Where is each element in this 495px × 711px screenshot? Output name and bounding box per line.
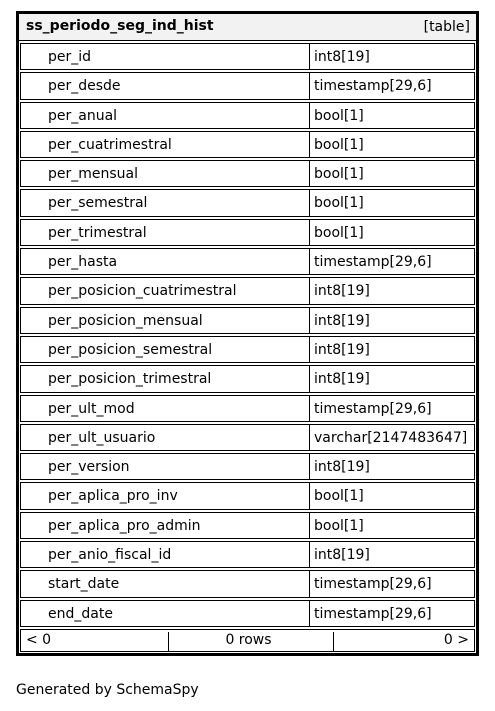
column-name: per_anio_fiscal_id [20,541,310,568]
column-row[interactable] [19,481,476,510]
column-type: timestamp[29,6] [310,72,475,99]
column-type: bool[1] [310,512,475,539]
column-row[interactable] [19,569,476,598]
column-row[interactable] [19,159,476,188]
column-row[interactable] [19,130,476,159]
column-type: timestamp[29,6] [310,395,475,422]
column-row[interactable] [19,394,476,423]
column-name: end_date [20,600,310,627]
parent-count: < 0 [26,632,52,648]
column-name: per_anual [20,102,310,129]
column-name: per_semestral [20,189,310,216]
column-row[interactable] [19,247,476,276]
column-name: per_ult_mod [20,395,310,422]
column-row[interactable] [19,511,476,540]
column-type: timestamp[29,6] [310,570,475,597]
column-type: int8[19] [310,307,475,334]
table-footer [20,629,475,652]
column-type: bool[1] [310,189,475,216]
column-row[interactable] [19,188,476,217]
table-entity[interactable] [16,11,479,656]
column-row[interactable] [19,364,476,393]
column-name: per_posicion_semestral [20,336,310,363]
column-type: int8[19] [310,277,475,304]
column-row[interactable] [19,452,476,481]
generated-by-label: Generated by SchemaSpy [16,682,199,698]
column-name: per_aplica_pro_admin [20,512,310,539]
column-list [19,42,476,628]
column-type: int8[19] [310,43,475,70]
column-type: int8[19] [310,453,475,480]
row-count: 0 rows [225,632,272,648]
column-row[interactable] [19,335,476,364]
column-name: per_hasta [20,248,310,275]
column-type: bool[1] [310,131,475,158]
column-name: per_mensual [20,160,310,187]
column-name: start_date [20,570,310,597]
column-row[interactable] [19,101,476,130]
column-row[interactable] [19,71,476,100]
column-type: int8[19] [310,541,475,568]
column-name: per_posicion_trimestral [20,365,310,392]
column-name: per_version [20,453,310,480]
column-type: bool[1] [310,482,475,509]
column-type: int8[19] [310,365,475,392]
column-type: bool[1] [310,219,475,246]
column-type: int8[19] [310,336,475,363]
column-type: varchar[2147483647] [310,424,475,451]
column-type: bool[1] [310,102,475,129]
column-type: timestamp[29,6] [310,248,475,275]
column-row[interactable] [19,276,476,305]
column-row[interactable] [19,423,476,452]
column-name: per_cuatrimestral [20,131,310,158]
column-name: per_posicion_mensual [20,307,310,334]
column-name: per_aplica_pro_inv [20,482,310,509]
column-row[interactable] [19,306,476,335]
column-row[interactable] [19,540,476,569]
column-name: per_trimestral [20,219,310,246]
column-type: timestamp[29,6] [310,600,475,627]
column-row[interactable] [19,42,476,71]
column-row[interactable] [19,599,476,628]
table-name[interactable]: ss_periodo_seg_ind_hist [26,18,214,34]
table-kind-label: [table] [423,19,470,35]
child-count: 0 > [443,632,469,648]
column-name: per_posicion_cuatrimestral [20,277,310,304]
column-name: per_desde [20,72,310,99]
column-name: per_id [20,43,310,70]
table-header [19,14,476,41]
column-name: per_ult_usuario [20,424,310,451]
column-type: bool[1] [310,160,475,187]
column-row[interactable] [19,218,476,247]
footer-divider [333,632,334,651]
